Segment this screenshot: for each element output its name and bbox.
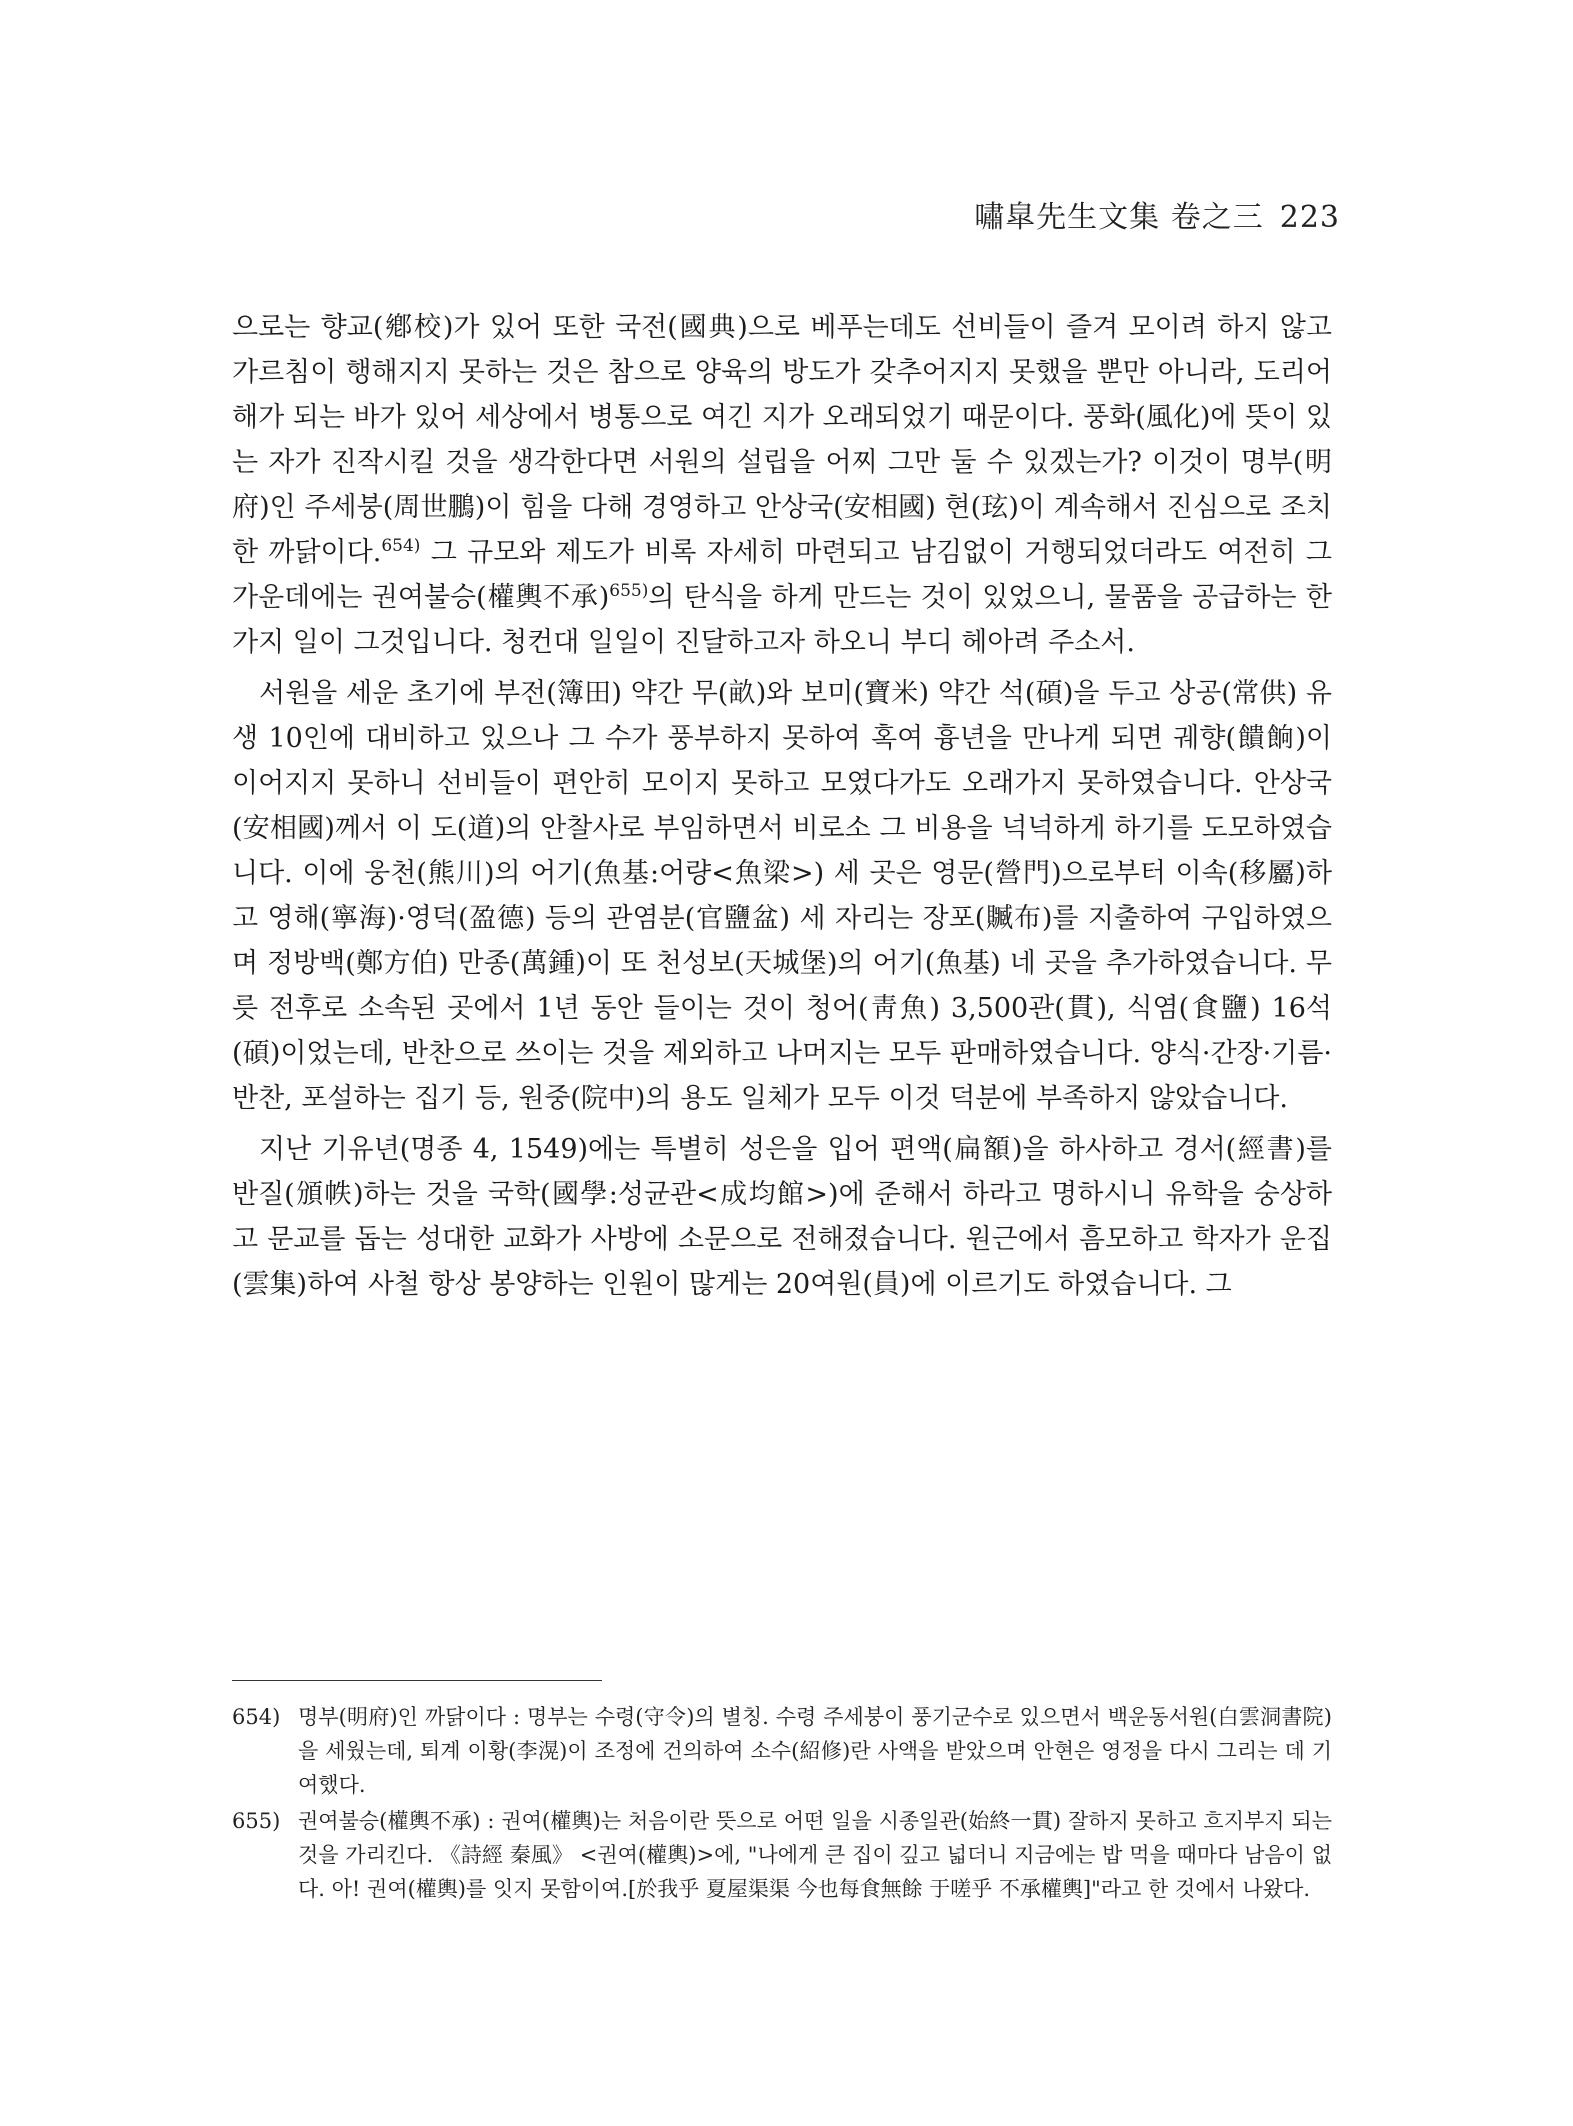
- paragraph-1-part-a: 으로는 향교(鄕校)가 있어 또한 국전(國典)으로 베푸는데도 선비들이 즐겨 모이려 하지 않고 가르침이 행해지지 못하는 것은 참으로 양육의 방도가 갖추어지지 못했을 뿐만 아니라, 도리어 해가 되는 바가 있어 세상에서 병통으로 여긴 지가 오래되었기 때문이다. 풍화(風化)에 뜻이 있는 자가 진작시킬 것을 생각한다면 서원의 설립을 어찌 그만 둘 수 있겠는가? 이것이 명부(明府)인 주세붕(周世鵬)이 힘을 다해 경영하고 안상국(安相國) 현(玹)이 계속해서 진심으로 조치한 까닭이다.: [232, 312, 1332, 568]
- paragraph-3: 지난 기유년(명종 4, 1549)에는 특별히 성은을 입어 편액(扁額)을 하사하고 경서(經書)를 반질(頒帙)하는 것을 국학(國學:성균관<成均館>)에 준해서 하라고 명하시니 유학을 숭상하고 문교를 돕는 성대한 교화가 사방에 소문으로 전해졌습니다. 원근에서 흠모하고 학자가 운집(雲集)하여 사철 항상 봉양하는 인원이 많게는 20여원(員)에 이르기도 하였습니다. 그: [232, 1134, 1332, 1300]
- paragraph-1: [232, 305, 1332, 665]
- running-header: [974, 192, 1340, 236]
- footnote-654: [232, 1700, 1332, 1802]
- footnote-number: 654): [232, 1705, 281, 1729]
- paragraph-1-part-c: 의 탄식을 하게 만드는 것이 있었으니, 물품을 공급하는 한 가지 일이 그것입니다. 청컨대 일일이 진달하고자 하오니 부디 헤아려 주소서.: [232, 582, 1332, 658]
- page-number: 223: [1279, 200, 1340, 235]
- paragraph-2: 서원을 세운 초기에 부전(簿田) 약간 무(畝)와 보미(寶米) 약간 석(碩)을 두고 상공(常供) 유생 10인에 대비하고 있으나 그 수가 풍부하지 못하여 혹여 흉년을 만나게 되면 궤향(饋餉)이 이어지지 못하니 선비들이 편안히 모이지 못하고 모였다가도 오래가지 못하였습니다. 안상국(安相國)께서 이 도(道)의 안찰사로 부임하면서 비로소 그 비용을 넉넉하게 하기를 도모하였습니다. 이에 웅천(熊川)의 어기(魚基:어량<魚梁>) 세 곳은 영문(營門)으로부터 이속(移屬)하고 영해(寧海)·영덕(盈德) 등의 관염분(官鹽盆) 세 자리는 장포(贓布)를 지출하여 구입하였으며 정방백(鄭方伯) 만종(萬鍾)이 또 천성보(天城堡)의 어기(魚基) 네 곳을 추가하였습니다. 무릇 전후로 소속된 곳에서 1년 동안 들이는 것이 청어(靑魚) 3,500관(貫), 식염(食鹽) 16석(碩)이었는데, 반찬으로 쓰이는 것을 제외하고 나머지는 모두 판매하였습니다. 양식·간장·기름·반찬, 포설하는 집기 등, 원중(院中)의 용도 일체가 모두 이것 덕분에 부족하지 않았습니다.: [232, 678, 1332, 1114]
- footnote-655: [232, 1804, 1332, 1906]
- footnote-number: 655): [232, 1809, 281, 1833]
- footnote-ref-655[interactable]: 655): [609, 581, 649, 601]
- book-title: 嘯皐先生文集 卷之三: [974, 200, 1264, 235]
- footnotes: [232, 1700, 1332, 1908]
- body-text: [232, 305, 1332, 1313]
- footnote-divider: [232, 1680, 602, 1681]
- footnote-ref-654[interactable]: 654): [381, 536, 421, 556]
- footnote-text: 명부(明府)인 까닭이다 : 명부는 수령(守令)의 별칭. 수령 주세붕이 풍기군수로 있으면서 백운동서원(白雲洞書院)을 세웠는데, 퇴계 이황(李滉)이 조정에 건의하여 소수(紹修)란 사액을 받았으며 안현은 영정을 다시 그리는 데 기여했다.: [298, 1705, 1332, 1797]
- footnote-text: 권여불승(權輿不承) : 권여(權輿)는 처음이란 뜻으로 어떤 일을 시종일관(始終一貫) 잘하지 못하고 흐지부지 되는 것을 가리킨다. 《詩經 秦風》 <권여(權輿)>에, "나에게 큰 집이 깊고 넓더니 지금에는 밥 먹을 때마다 남음이 없다. 아! 권여(權輿)를 잇지 못함이여.[於我乎 夏屋渠渠 今也每食無餘 于嗟乎 不承權輿]"라고 한 것에서 나왔다.: [298, 1809, 1332, 1901]
- paragraph-1-part-b: 그 규모와 제도가 비록 자세히 마련되고 남김없이 거행되었더라도 여전히 그 가운데에는 권여불승(權輿不承): [232, 537, 1333, 613]
